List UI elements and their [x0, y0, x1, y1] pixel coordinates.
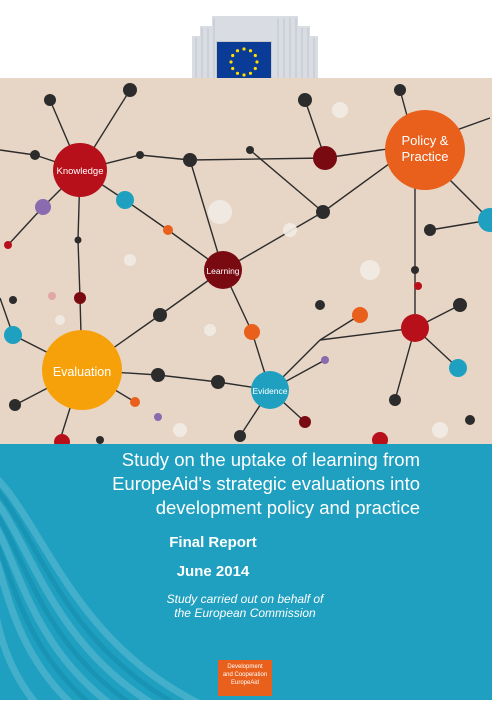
- title-line: Study on the uptake of learning from: [121, 449, 420, 470]
- evidence-node-label: Evidence: [252, 386, 288, 396]
- carried-out-line: the European Commission: [174, 606, 316, 620]
- europeaid-logo: [218, 660, 272, 696]
- carried-out-note: [140, 592, 350, 620]
- report-type: Final Report: [169, 534, 257, 551]
- european-commission-logo: [190, 14, 320, 80]
- logo-line: EuropeAid: [230, 680, 260, 686]
- title-line: EuropeAid's strategic evaluations into: [112, 473, 420, 494]
- logo-line: and Cooperation: [222, 672, 268, 678]
- learning-node-label: Learning: [206, 266, 240, 276]
- network-illustration: [0, 78, 492, 446]
- evaluation-node-label: Evaluation: [52, 365, 112, 379]
- policy-practice-node-label: Policy & Practice: [401, 133, 449, 164]
- carried-out-line: Study carried out on behalf of: [166, 592, 324, 606]
- title-line: development policy and practice: [155, 497, 420, 518]
- knowledge-node-label: Knowledge: [56, 166, 104, 177]
- report-title: [60, 448, 420, 520]
- report-date: June 2014: [176, 563, 250, 580]
- logo-line: Development: [227, 664, 263, 670]
